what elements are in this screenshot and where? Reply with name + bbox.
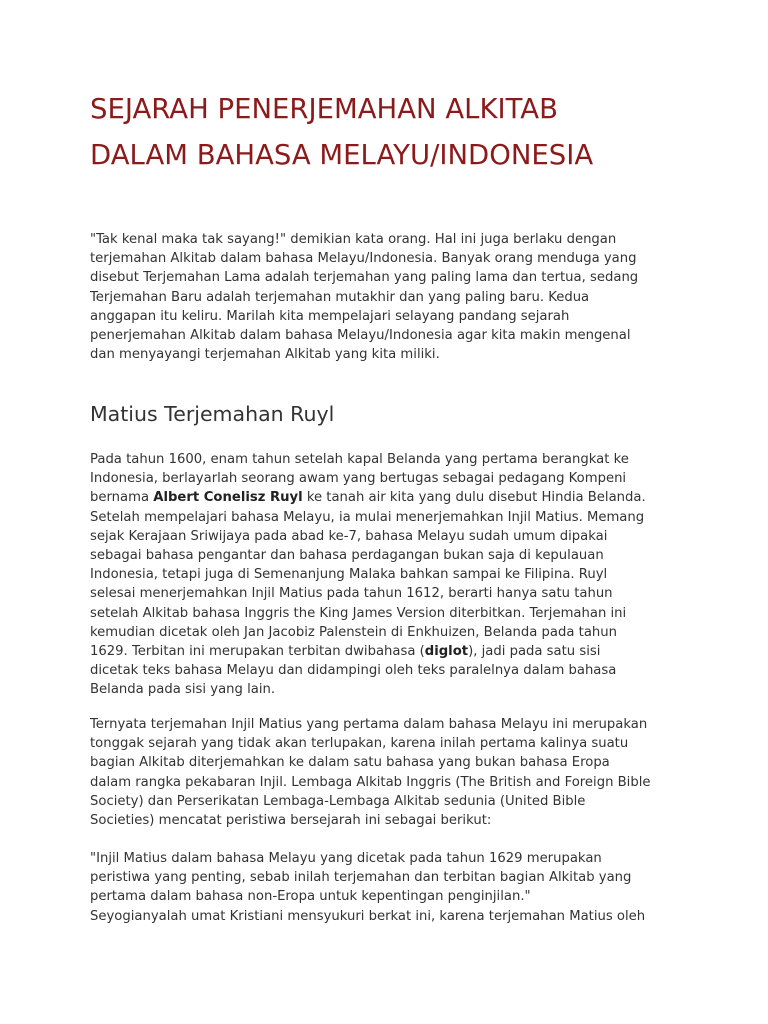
text-segment: bernama xyxy=(90,490,154,506)
bold-term: diglot xyxy=(424,644,469,660)
text-line xyxy=(90,488,646,507)
title-line-2: DALAM BAHASA MELAYU/INDONESIA xyxy=(90,139,594,171)
section-heading: Matius Terjemahan Ruyl xyxy=(90,402,335,426)
text-line: Indonesia, berlayarlah seorang awam yang bertugas sebagai pedagang Kompeni xyxy=(90,471,627,487)
text-line: Setelah mempelajari bahasa Melayu, ia mulai menerjemahkan Injil Matius. Memang xyxy=(90,509,645,525)
text-line: selesai menerjemahkan Injil Matius pada tahun 1612, berarti hanya satu tahun xyxy=(90,586,613,602)
text-line: setelah Alkitab bahasa Inggris the King James Version diterbitkan. Terjemahan ini xyxy=(90,605,627,621)
title-line-1: SEJARAH PENERJEMAHAN ALKITAB xyxy=(90,93,558,125)
text-line: disebut Terjemahan Lama adalah terjemahan yang paling lama dan tertua, sedang xyxy=(90,270,639,286)
text-line: bagian Alkitab diterjemahkan ke dalam satu bahasa yang bukan bahasa Eropa xyxy=(90,755,610,771)
text-line xyxy=(90,642,646,661)
intro-paragraph xyxy=(90,230,638,364)
text-line: Indonesia, tetapi juga di Semenanjung Malaka bahkan sampai ke Filipina. Ruyl xyxy=(90,567,608,583)
text-line: dan menyayangi terjemahan Alkitab yang kita miliki. xyxy=(90,347,440,363)
text-line: Seyogianyalah umat Kristiani mensyukuri berkat ini, karena terjemahan Matius oleh xyxy=(90,908,646,924)
page-title xyxy=(90,86,593,178)
text-line: "Injil Matius dalam bahasa Melayu yang dicetak pada tahun 1629 merupakan xyxy=(90,851,602,866)
text-line: penerjemahan Alkitab dalam bahasa Melayu/Indonesia agar kita makin mengenal xyxy=(90,328,631,344)
body-paragraph-2 xyxy=(90,715,650,830)
body-paragraph-3 xyxy=(90,849,645,926)
text-line: Society) dan Perserikatan Lembaga-Lembaga Alkitab sedunia (United Bible xyxy=(90,793,586,809)
text-line: Pada tahun 1600, enam tahun setelah kapal Belanda yang pertama berangkat ke xyxy=(90,452,629,467)
text-line: Societies) mencatat peristiwa bersejarah ini sebagai berikut: xyxy=(90,813,492,829)
text-line: pertama dalam bahasa non-Eropa untuk kepentingan penginjilan." xyxy=(90,889,531,905)
text-line: "Tak kenal maka tak sayang!" demikian kata orang. Hal ini juga berlaku dengan xyxy=(90,232,617,247)
body-paragraph-1 xyxy=(90,450,646,700)
text-line: tonggak sejarah yang tidak akan terlupakan, karena inilah pertama kalinya suatu xyxy=(90,736,629,752)
text-line: terjemahan Alkitab dalam bahasa Melayu/Indonesia. Banyak orang menduga yang xyxy=(90,251,637,267)
text-line: dicetak teks bahasa Melayu dan didampingi oleh teks paralelnya dalam bahasa xyxy=(90,663,617,679)
text-line: Ternyata terjemahan Injil Matius yang pertama dalam bahasa Melayu ini merupakan xyxy=(90,717,648,732)
text-line: Terjemahan Baru adalah terjemahan mutakhir dan yang paling baru. Kedua xyxy=(90,289,590,305)
text-segment: ke tanah air kita yang dulu disebut Hindia Belanda. xyxy=(302,490,646,506)
text-line: sebagai bahasa pengantar dan bahasa perdagangan bukan saja di kepulauan xyxy=(90,548,604,564)
text-line: Belanda pada sisi yang lain. xyxy=(90,682,276,698)
text-line: peristiwa yang penting, sebab inilah terjemahan dan terbitan bagian Alkitab yang xyxy=(90,870,632,886)
text-line: kemudian dicetak oleh Jan Jacobiz Palenstein di Enkhuizen, Belanda pada tahun xyxy=(90,624,617,640)
text-line: sejak Kerajaan Sriwijaya pada abad ke-7, bahasa Melayu sudah umum dipakai xyxy=(90,528,608,544)
bold-name: Albert Conelisz Ruyl xyxy=(153,490,303,506)
text-line: dalam rangka pekabaran Injil. Lembaga Alkitab Inggris (The British and Foreign Bible xyxy=(90,774,651,790)
text-segment: ), jadi pada satu sisi xyxy=(468,644,601,660)
text-line: anggapan itu keliru. Marilah kita mempelajari selayang pandang sejarah xyxy=(90,308,570,324)
text-segment: 1629. Terbitan ini merupakan terbitan dwibahasa ( xyxy=(90,644,425,660)
